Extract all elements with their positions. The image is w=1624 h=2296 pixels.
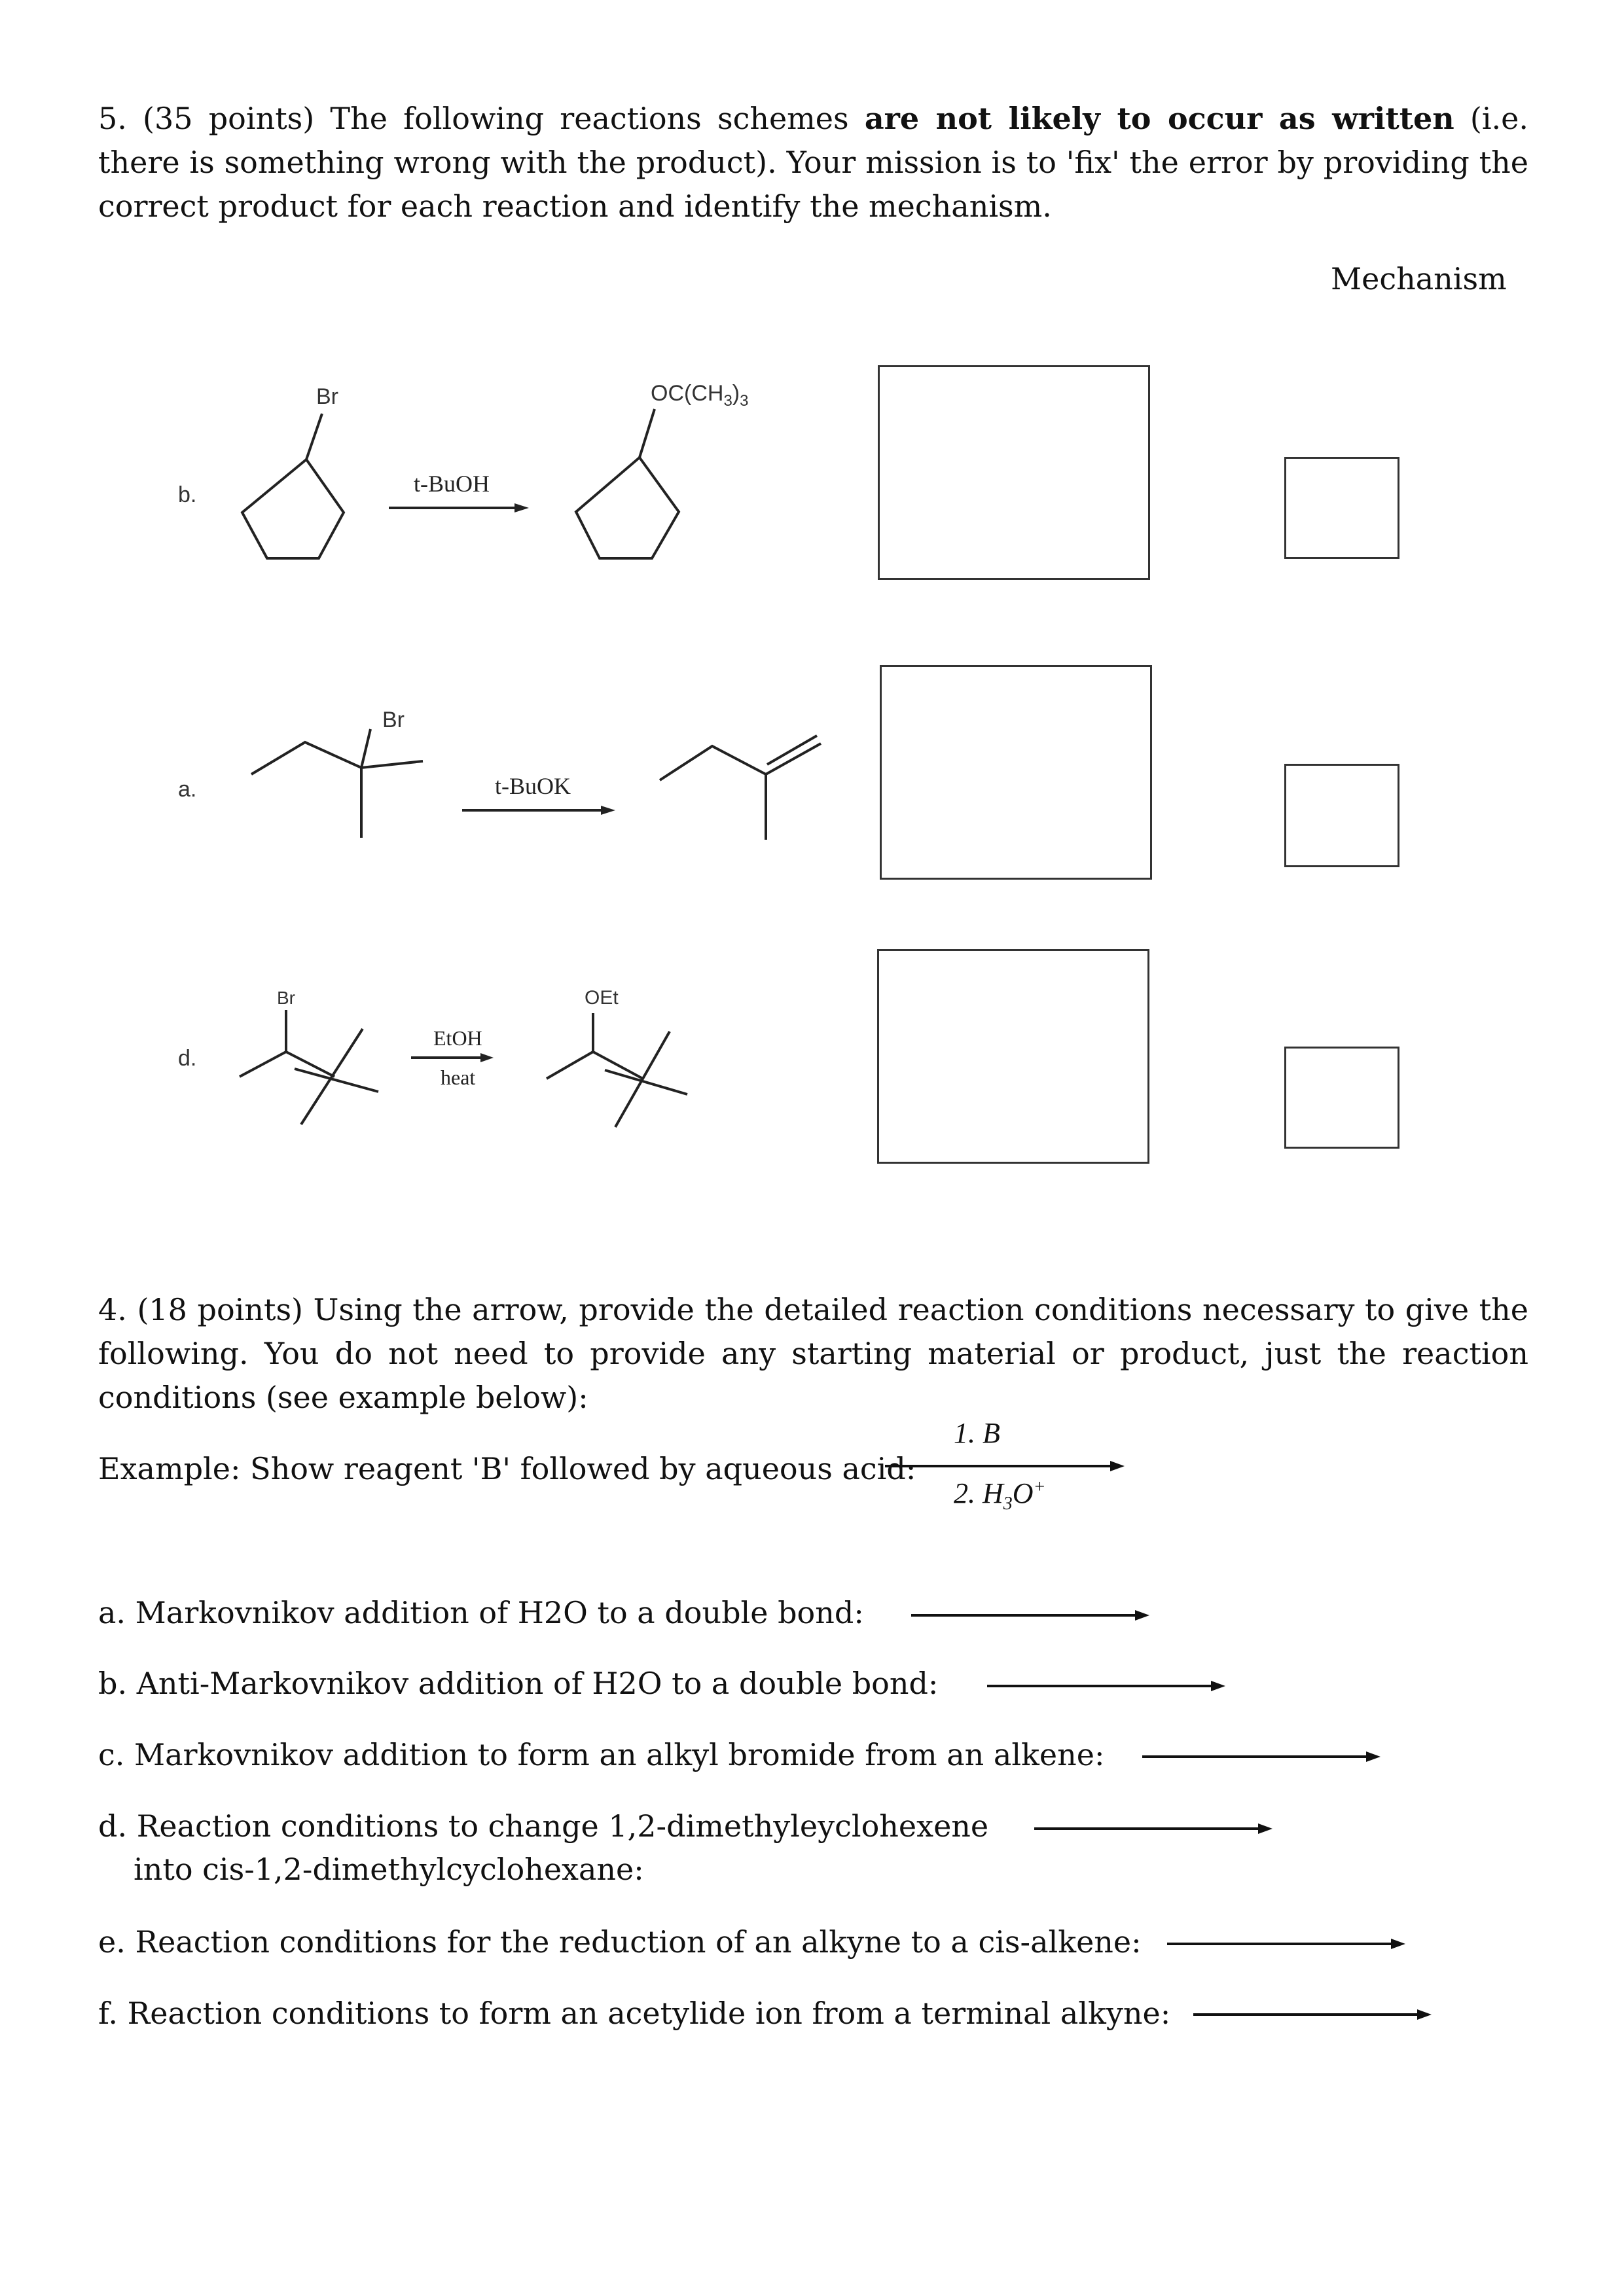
q4-example-below: 2. $H_3O^+$ — [954, 1477, 1046, 1514]
arrow-f[interactable] — [1193, 2009, 1432, 2020]
arrow-a[interactable] — [911, 1610, 1149, 1621]
q4-item-e: e. Reaction conditions for the reduction of an alkyne to a cis-alkene: — [98, 1924, 1142, 1960]
reactant-b-br: Br — [316, 384, 338, 409]
q4-example-above: 1. B — [954, 1417, 1000, 1449]
q5-intro-bold: are not likely to occur as written — [864, 101, 1454, 136]
q4-intro: 4. (18 points) Using the arrow, provide the detailed reaction conditions necessary to give the following. You do not need to provide any starting material or product, just the reaction conditions (see example below): — [98, 1292, 1528, 1415]
q4-item-f: f. Reaction conditions to form an acetylide ion from a terminal alkyne: — [98, 1996, 1171, 2031]
reaction-a-reagent: t-BuOK — [495, 773, 571, 799]
q4-item-a: a. Markovnikov addition of H2O to a double bond: — [98, 1595, 864, 1630]
product-b-substituent: $OC(CH_3)_3$ — [651, 381, 749, 410]
reaction-d-reagent: EtOH — [433, 1026, 482, 1050]
arrow-c[interactable] — [1142, 1751, 1380, 1762]
q4-item-c: c. Markovnikov addition to form an alkyl bromide from an alkene: — [98, 1737, 1105, 1772]
reaction-d-reagent-2: heat — [441, 1066, 476, 1089]
reactant-a-br: Br — [382, 708, 405, 732]
q4-example-label: Example: Show reagent 'B' followed by aqueous acid: — [98, 1451, 916, 1486]
arrow-b[interactable] — [987, 1681, 1225, 1691]
q4-item-d-cont: into cis-1,2-dimethylcyclohexane: — [134, 1852, 644, 1887]
reaction-d-label: d. — [178, 1046, 197, 1071]
product-d-oet: OEt — [585, 987, 619, 1009]
reaction-a-label: a. — [178, 777, 197, 802]
reactant-d-br: Br — [277, 988, 295, 1008]
q5-intro-text: 5. (35 points) The following reactions schemes — [98, 101, 865, 136]
reaction-b-label: b. — [178, 482, 197, 507]
mechanism-header: Mechanism — [1331, 261, 1507, 296]
q4-item-b: b. Anti-Markovnikov addition of H2O to a double bond: — [98, 1666, 939, 1701]
q4-item-d: d. Reaction conditions to change 1,2-dimethyleyclohexene — [98, 1808, 989, 1844]
arrow-d[interactable] — [1034, 1823, 1272, 1834]
q5-intro-text-2: (i.e. there is something wrong with the product). Your mission is to 'fix' the error by providing the correct product for each reaction and identify the mechanism. — [98, 101, 1528, 224]
arrow-e[interactable] — [1167, 1939, 1405, 1949]
reaction-b-reagent: t-BuOH — [414, 471, 490, 497]
